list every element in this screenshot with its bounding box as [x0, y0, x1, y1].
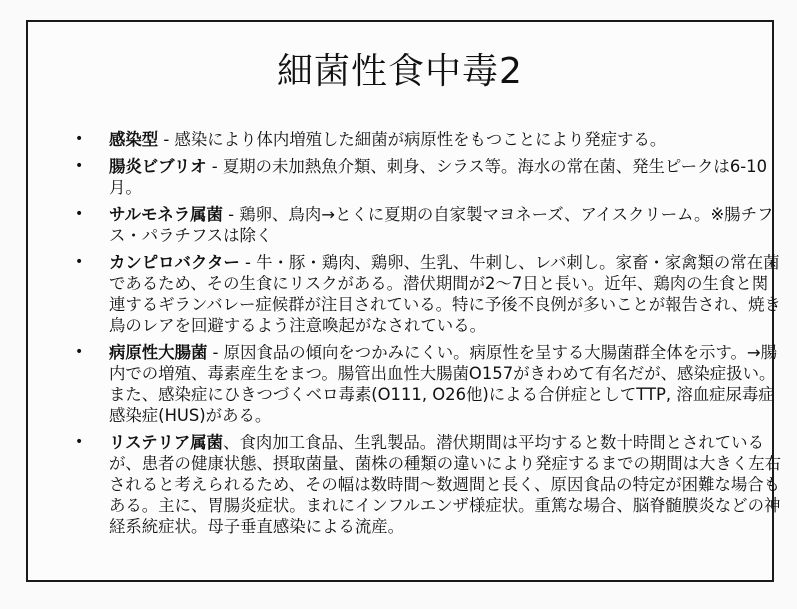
bullet-text: - 鶏卵、鳥肉→とくに夏期の自家製マヨネーズ、アイスクリーム。※腸チフス・パラチフスは除く — [109, 205, 774, 245]
bullet-item-campylobacter — [75, 252, 781, 336]
bullet-icon: • — [75, 206, 84, 222]
bullet-term: 病原性大腸菌 — [109, 343, 208, 362]
bullet-text: - 感染により体内増殖した細菌が病原性をもつことにより発症する。 — [158, 130, 667, 149]
bullet-text: 、食肉加工食品、生乳製品。潜伏期間は平均すると数十時間とされているが、患者の健康状態、摂取菌量、菌株の種類の違いにより発症するまでの期間は大きく左右されると考えられるため、その幅は数時間～数週間と長く、原因食品の特定が困難な場合もある。主に、胃腸炎症状。まれにインフルエンザ様症状。重篤な場合、脳脊髄膜炎などの神経系統症状。母子垂直感染による流産。 — [109, 433, 782, 536]
bullet-icon: • — [75, 344, 84, 360]
bullet-text: - 原因食品の傾向をつかみにくい。病原性を呈する大腸菌群全体を示す。→腸内での増殖、毒素産生をまつ。腸管出血性大腸菌O157がきわめて有名だが、感染症扱い。また、感染症にひきつづくベロ毒素(O111, O26他)による合併症としてTTP, 溶血症尿毒症感染症(HUS)がある。 — [109, 343, 777, 425]
bullet-icon: • — [75, 131, 84, 147]
bullet-term: カンピロバクター — [109, 253, 240, 272]
bullet-text: - 夏期の未加熱魚介類、刺身、シラス等。海水の常在菌、発生ピークは6-10月。 — [109, 157, 768, 197]
bullet-term: リステリア属菌 — [109, 433, 224, 452]
bullet-term: 感染型 — [109, 130, 159, 149]
bullet-text: - 牛・豚・鶏肉、鶏卵、生乳、牛刺し、レバ刺し。家畜・家禽類の常在菌であるため、その生食にリスクがある。潜伏期間が2～7日と長い。近年、鶏肉の生食と関連するギランバレー症候群が注目されている。特に予後不良例が多いことが報告され、焼き鳥のレアを回避するよう注意喚起がなされている。 — [109, 253, 781, 335]
bullet-item-infection-type — [75, 129, 781, 150]
bullet-item-salmonella — [75, 204, 781, 246]
bullet-icon: • — [75, 254, 84, 270]
bullet-list — [75, 129, 781, 543]
bullet-term: 腸炎ビブリオ — [109, 157, 207, 176]
bullet-term: サルモネラ属菌 — [109, 205, 223, 224]
bullet-icon: • — [75, 158, 84, 174]
bullet-icon: • — [75, 434, 84, 450]
bullet-item-vibrio — [75, 156, 781, 198]
bullet-item-listeria — [75, 432, 781, 537]
slide-frame — [26, 20, 782, 582]
slide-title: 細菌性食中毒2 — [277, 51, 523, 92]
bullet-item-pathogenic-ecoli — [75, 342, 781, 426]
